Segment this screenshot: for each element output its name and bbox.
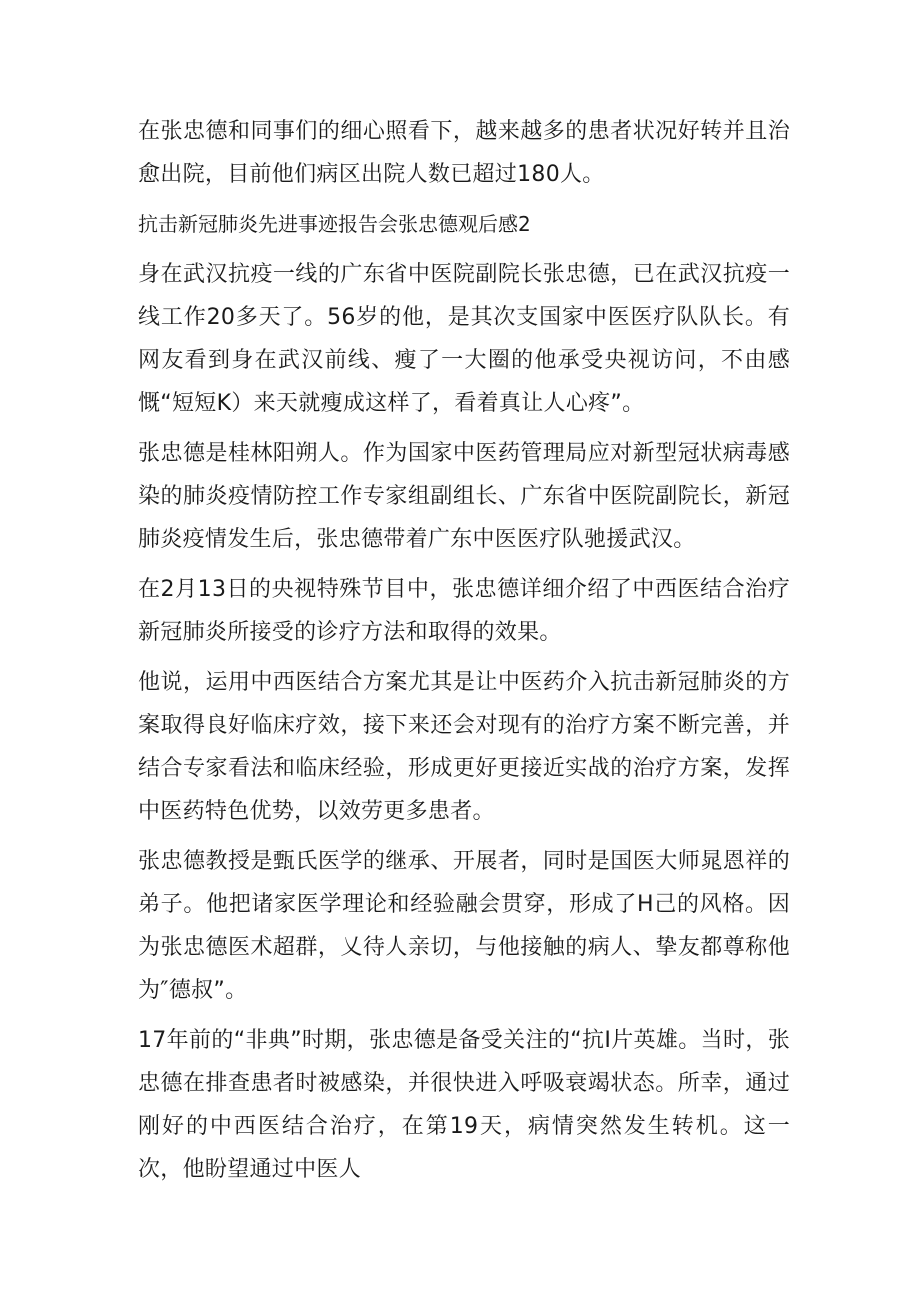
paragraph-sars-history: 17年前的“非典”时期，张忠德是备受关注的“抗I片英雄。当时，张忠德在排查患者时被感染，并很快进入呼吸衰竭状态。所幸，通过刚好的中西医结合治疗，在第19天，病情突然发生转机。这一次，他盼望通过中医人 (138, 1028, 790, 1182)
paragraph-professor: 张忠德教授是甄氏医学的继承、开展者，同时是国医大师晁恩祥的弟子。他把诸家医学理论和经验融会贯穿，形成了H己的风格。因为张忠德医术超群，乂待人亲切，与他接触的病人、挚友都尊称他为″德叔”。 (138, 849, 790, 1003)
paragraph-background: 张忠德是桂林阳朔人。作为国家中医药管理局应对新型冠状病毒感染的肺炎疫情防控工作专家组副组长、广东省中医院副院长，新冠肺炎疫情发生后，张忠德带着广东中医医疗队驰援武汉。 (138, 441, 790, 552)
paragraph-cctv-program: 在2月13日的央视特殊节目中，张忠德详细介绍了中西医结合治疗新冠肺炎所接受的诊疗方法和取得的效果。 (138, 577, 790, 645)
paragraph-recovery-count: 在张忠德和同事们的细心照看下，越来越多的患者状况好转并且治愈出院，目前他们病区出院人数已超过180人。 (138, 119, 790, 187)
paragraph-wuhan-frontline: 身在武汉抗疫一线的广东省中医院副院长张忠德，已在武汉抗疫一线工作20多天了。56岁的他，是其次支国家中医医疗队队长。有网友看到身在武汉前线、瘦了一大圈的他承受央视访问，不由感慨“短短K）来天就瘦成这样了，看着真让人心疼”。 (138, 262, 790, 416)
document-body (138, 110, 790, 1198)
section-heading: 抗击新冠肺炎先进事迹报告会张忠德观后感2 (138, 212, 531, 236)
paragraph-treatment-plan: 他说，运用中西医结合方案尤其是让中医药介入抗击新冠肺炎的方案取得良好临床疗效，接下来还会对现有的治疗方案不断完善，并结合专家看法和临床经验，形成更好更接近实战的治疗方案，发挥中医药特色优势，以效劳更多患者。 (138, 670, 790, 824)
